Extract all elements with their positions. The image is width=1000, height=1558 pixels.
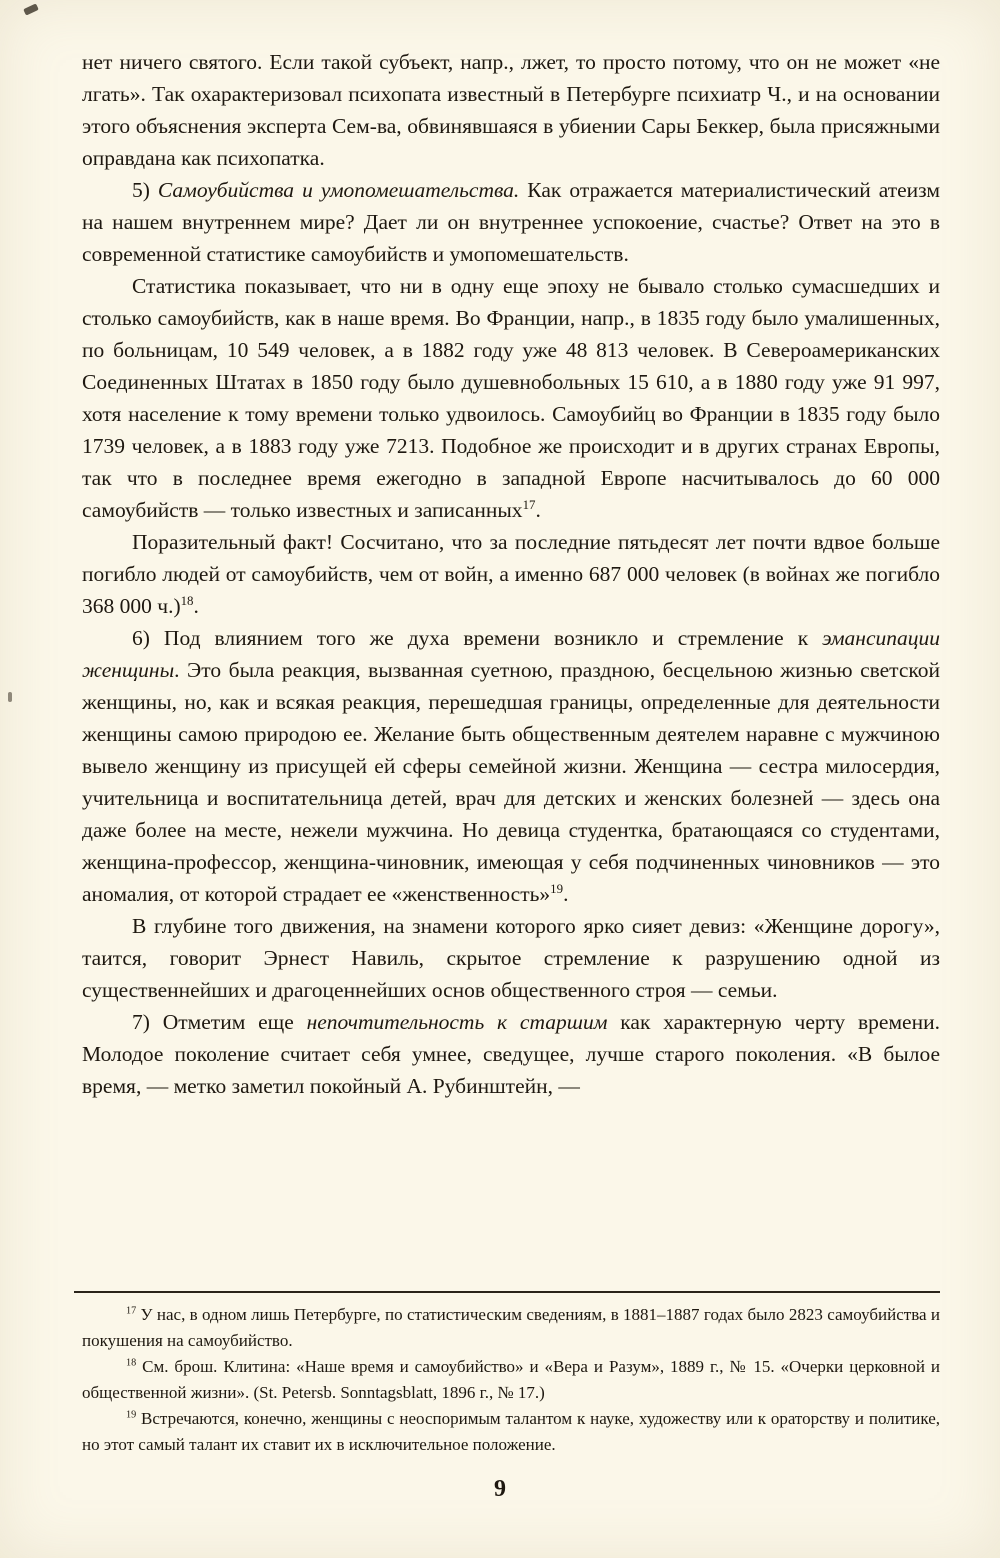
paragraph bbox=[82, 46, 940, 174]
text-segment: . bbox=[193, 594, 199, 618]
footnote-reference: 17 bbox=[522, 497, 536, 512]
paragraph bbox=[82, 270, 940, 526]
footnote-separator bbox=[74, 1291, 940, 1293]
footnote-marker: 17 bbox=[126, 1305, 137, 1317]
text-segment: как характерную черту времени. Молодое поколение считает себя умнее, сведущее, лучше старого поколения. «В былое время, — метко заметил покойный А. Рубинштейн, — bbox=[82, 1010, 940, 1098]
text-body bbox=[82, 46, 940, 1102]
emphasized-text: Самоубийства и умопомешательства. bbox=[157, 178, 520, 202]
paragraph bbox=[82, 526, 940, 622]
footnote: $^{18}$ См. брош. Клитина: «Наше время и самоубийство» и «Вера и Разум», 1889 г., № 15. «Очерки церковной и общественной жизни». (St. Petersb. Sonntagsblatt, 1896 г., № 17.) bbox=[82, 1357, 940, 1402]
paragraph bbox=[82, 174, 940, 270]
text-segment: Поразительный факт! Сосчитано, что за последние пятьдесят лет почти вдвое больше погибло людей от самоубийств, чем от войн, а именно 687 000 человек (в войнах же погибло 368 000 ч.) bbox=[82, 530, 940, 618]
footnotes bbox=[82, 1302, 940, 1458]
footnote-reference: 18 bbox=[180, 593, 194, 608]
text-segment: . bbox=[563, 882, 569, 906]
emphasized-text: непочтительность к старшим bbox=[306, 1010, 608, 1034]
text-segment: В глубине того движения, на знамени которого ярко сияет девиз: «Женщине дорогу», таится, говорит Эрнест Навиль, скрытое стремление к разрушению одной из существеннейших и драгоценнейших основ общественного строя — семьи. bbox=[82, 914, 940, 1002]
paragraph bbox=[82, 910, 940, 1006]
footnote-reference: 19 bbox=[550, 881, 564, 896]
footnote-marker: 19 bbox=[126, 1409, 137, 1421]
text-segment: 7) Отметим еще bbox=[132, 1010, 307, 1034]
text-segment: нет ничего святого. Если такой субъект, напр., лжет, то просто потому, что он не может «не лгать». Так охарактеризовал психопата известный в Петербурге психиатр Ч., и на основании этого объяснения эксперта Сем-ва, обвинявшаяся в убиении Сары Беккер, была присяжными оправдана как психопатка. bbox=[82, 50, 940, 170]
paragraph bbox=[82, 622, 940, 910]
footnote: $^{19}$ Встречаются, конечно, женщины с неоспоримым талантом к науке, художеству или к ораторству и политике, но этот самый талант их ставит их в исключительное положение. bbox=[82, 1409, 940, 1454]
scan-artifact-corner bbox=[23, 3, 39, 15]
paragraph bbox=[82, 1006, 940, 1102]
scan-artifact-edge bbox=[8, 692, 12, 702]
emphasized-text: эмансипации женщины bbox=[82, 626, 940, 682]
text-segment: . bbox=[535, 498, 541, 522]
text-segment: 6) Под влиянием того же духа времени возникло и стремление к bbox=[132, 626, 823, 650]
footnote-marker: 18 bbox=[126, 1357, 137, 1369]
text-segment: . Это была реакция, вызванная суетною, праздною, бесцельною жизнью светской женщины, но, как и всякая реакция, перешедшая границы, определенные для деятельности женщины самою природою ее. Желание быть общественным деятелем наравне с мужчиною вывело женщину из присущей ей сферы семейной жизни. Женщина — сестра милосердия, учительница и воспитательница детей, врач для детских и женских болезней — здесь она даже более на месте, нежели мужчина. Но девица студентка, братающаяся со студентами, женщина-профессор, женщина-чиновник, имеющая у себя подчиненных чиновников — это аномалия, от которой страдает ее «женственность» bbox=[82, 658, 940, 906]
text-segment: Как отражается материалистический атеизм на нашем внутреннем мире? Дает ли он внутреннее успокоение, счастье? Ответ на это в современной статистике самоубийств и умопомешательств. bbox=[82, 178, 940, 266]
page-number: 9 bbox=[494, 1476, 506, 1502]
footnote: $^{17}$ У нас, в одном лишь Петербурге, по статистическим сведениям, в 1881–1887 годах было 2823 самоубийства и покушения на самоубийство. bbox=[82, 1305, 940, 1350]
text-segment: Статистика показывает, что ни в одну еще эпоху не бывало столько сумасшедших и столько самоубийств, как в наше время. Во Франции, напр., в 1835 году было умалишенных, по больницам, 10 549 человек, а в 1882 году уже 48 813 человек. В Североамериканских Соединенных Штатах в 1850 году было душевнобольных 15 610, а в 1880 году уже 91 997, хотя население к тому времени только удвоилось. Самоубийц во Франции в 1835 году было 1739 человек, а в 1883 году уже 7213. Подобное же происходит и в других странах Европы, так что в последнее время ежегодно в западной Европе насчитывалось до 60 000 самоубийств — только известных и записанных bbox=[82, 274, 940, 522]
text-segment: 5) bbox=[132, 178, 158, 202]
